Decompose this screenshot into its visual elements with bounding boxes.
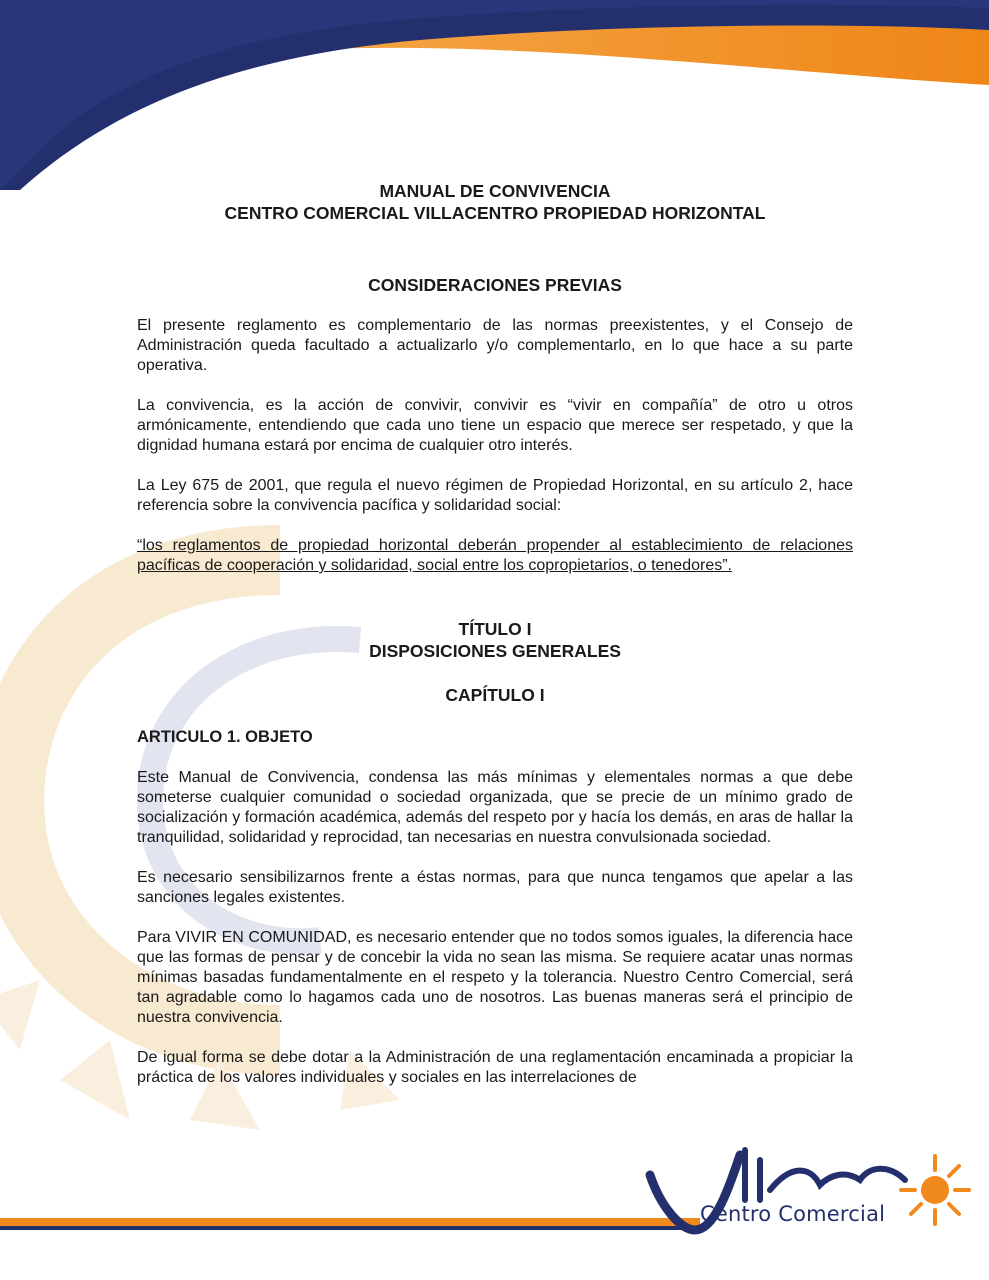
capitulo-heading: CAPÍTULO I [445, 685, 545, 705]
sun-icon [901, 1156, 969, 1224]
titulo-label: TÍTULO I [458, 619, 532, 639]
articulo-heading: ARTICULO 1. OBJETO [137, 728, 313, 746]
header-swoosh-graphic [0, 0, 989, 190]
paragraph-vivir-en-comunidad: Para VIVIR EN COMUNIDAD, es necesario entender que no todos somos iguales, la diferencia hace que las formas de pensar y de concebir la vida no sean las misma. Se requiere acatar unas normas mínimas basadas fundamentalmente en el respeto y la tolerancia. Nuestro Centro Comercial, será tan agradable como lo hagamos cada uno de nosotros. Las buenas maneras será el principio de nuestra convivencia. [137, 929, 853, 1026]
disposiciones-label: DISPOSICIONES GENERALES [369, 641, 621, 661]
titulo-heading [137, 618, 853, 662]
paragraph-administracion: De igual forma se debe dotar a la Administración de una reglamentación encaminada a propiciar la práctica de los valores individuales y sociales en las interrelaciones de [137, 1049, 853, 1086]
title-line-2: CENTRO COMERCIAL VILLACENTRO PROPIEDAD HORIZONTAL [224, 203, 766, 223]
paragraph-convivencia: La convivencia, es la acción de convivir, convivir es “vivir en compañía” de otro u otros armónicamente, entendiendo que cada uno tiene un espacio que merece ser respetado, y que la dignidad humana estará por encima de cualquier otro interés. [137, 397, 853, 454]
document-title [137, 180, 853, 224]
document-body [137, 180, 853, 1088]
paragraph-intro: El presente reglamento es complementario de las normas preexistentes, y el Consejo de Administración queda facultado a actualizarlo y/o complementarlo, en lo que hace a su parte operativa. [137, 317, 853, 374]
quote-reglamentos: “los reglamentos de propiedad horizontal deberán propender al establecimiento de relaciones pacíficas de cooperación y solidaridad, social entre los copropietarios, o tenedores”. [137, 537, 853, 574]
title-line-1: MANUAL DE CONVIVENCIA [379, 181, 611, 201]
footer-band-graphic [0, 1210, 700, 1240]
paragraph-objeto: Este Manual de Convivencia, condensa las más mínimas y elementales normas a que debe someterse cualquier comunidad o sociedad organizada, que se precie de un mínimo grado de socialización y formación académica, además del respeto por y hacía los demás, en aras de hallar la tranquilidad, solidaridad y reprocidad, tan necesarias en nuestra convulsionada sociedad. [137, 769, 853, 846]
paragraph-ley-675: La Ley 675 de 2001, que regula el nuevo régimen de Propiedad Horizontal, en su artículo 2, hace referencia sobre la convivencia pacífica y solidaridad social: [137, 477, 853, 514]
considerations-heading: CONSIDERACIONES PREVIAS [368, 275, 622, 295]
paragraph-sensibilizarnos: Es necesario sensibilizarnos frente a éstas normas, para que nunca tengamos que apelar a las sanciones legales existentes. [137, 869, 853, 906]
logo-subtitle: Centro Comercial [700, 1202, 886, 1226]
